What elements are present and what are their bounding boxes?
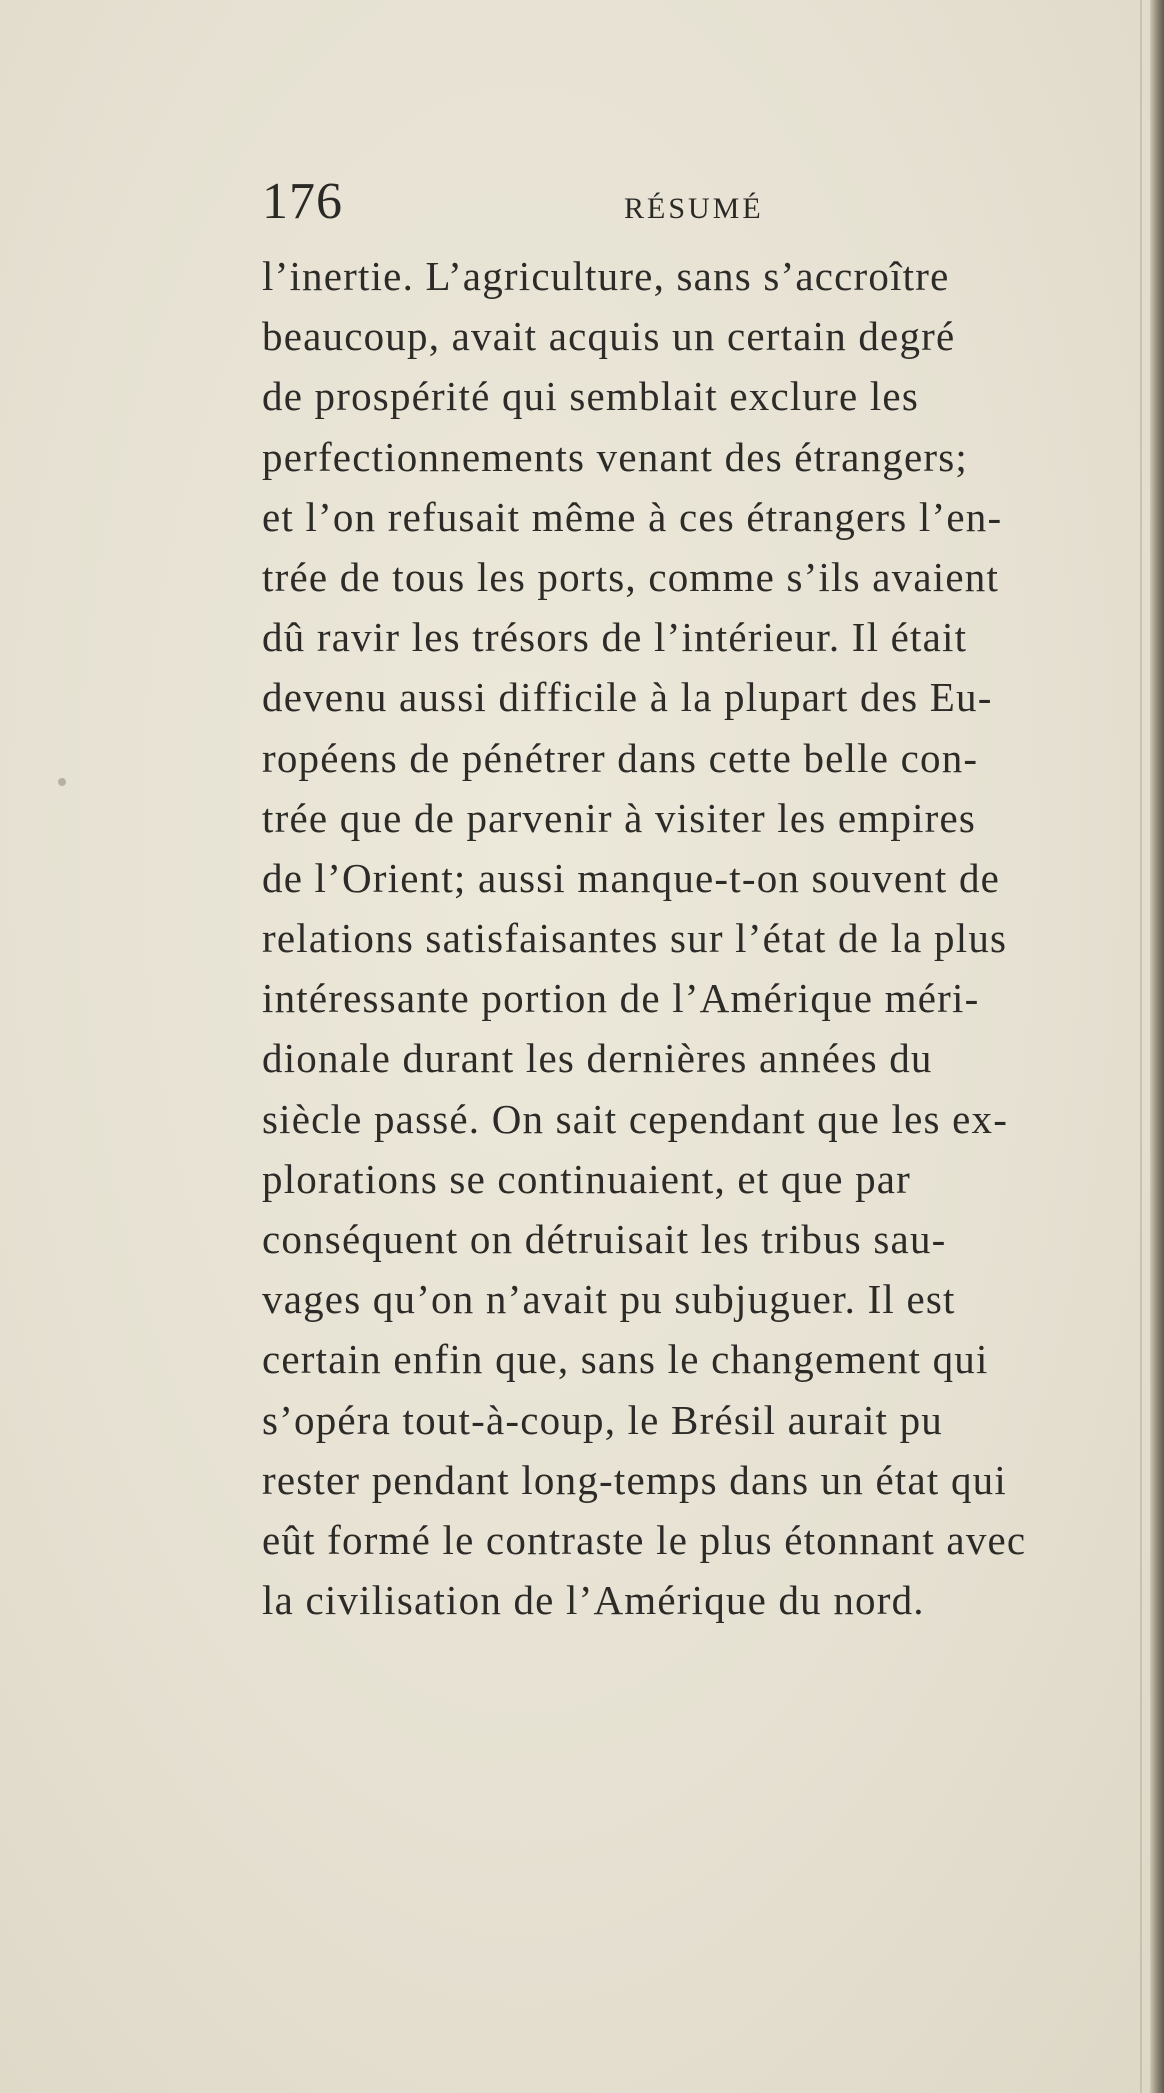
paper-spot bbox=[58, 778, 66, 786]
text-line: ropéens de pénétrer dans cette belle con- bbox=[262, 734, 979, 781]
text-line: conséquent on détruisait les tribus sau- bbox=[262, 1216, 947, 1262]
text-line: rester pendant long-temps dans un état qui bbox=[262, 1456, 1007, 1503]
text-line: s’opéra tout-à-coup, le Brésil aurait pu bbox=[262, 1396, 943, 1443]
text-line: vages qu’on n’avait pu subjuguer. Il est bbox=[262, 1276, 956, 1323]
text-line: trée de tous les ports, comme s’ils avaient bbox=[262, 553, 1000, 600]
text-line: beaucoup, avait acquis un certain degré bbox=[262, 313, 956, 360]
text-line: certain enfin que, sans le changement qui bbox=[262, 1336, 989, 1383]
text-line: trée que de parvenir à visiter les empires bbox=[262, 794, 977, 841]
page-header bbox=[262, 172, 1162, 242]
text-line: perfectionnements venant des étrangers; bbox=[262, 433, 968, 480]
text-line: eût formé le contraste le plus étonnant avec bbox=[262, 1516, 1027, 1563]
page-number: 176 bbox=[262, 173, 343, 230]
text-line: devenu aussi difficile à la plupart des Eu- bbox=[262, 674, 993, 721]
text-line: dû ravir les trésors de l’intérieur. Il était bbox=[262, 614, 968, 661]
text-line: de prospérité qui semblait exclure les bbox=[262, 373, 919, 420]
text-line: plorations se continuaient, et que par bbox=[262, 1155, 912, 1202]
text-line: dionale durant les dernières années du bbox=[262, 1035, 933, 1082]
body-text bbox=[262, 246, 1162, 1630]
text-line: l’inertie. L’agriculture, sans s’accroître bbox=[262, 253, 950, 299]
running-head: RÉSUMÉ bbox=[624, 192, 764, 225]
text-line: de l’Orient; aussi manque-t-on souvent de bbox=[262, 854, 1001, 901]
text-line: relations satisfaisantes sur l’état de la plus bbox=[262, 915, 1008, 962]
text-line: siècle passé. On sait cependant que les ex- bbox=[262, 1095, 1009, 1142]
text-line: la civilisation de l’Amérique du nord. bbox=[262, 1577, 925, 1624]
text-line: et l’on refusait même à ces étrangers l’en- bbox=[262, 493, 1003, 540]
text-line: intéressante portion de l’Amérique méri- bbox=[262, 975, 980, 1022]
